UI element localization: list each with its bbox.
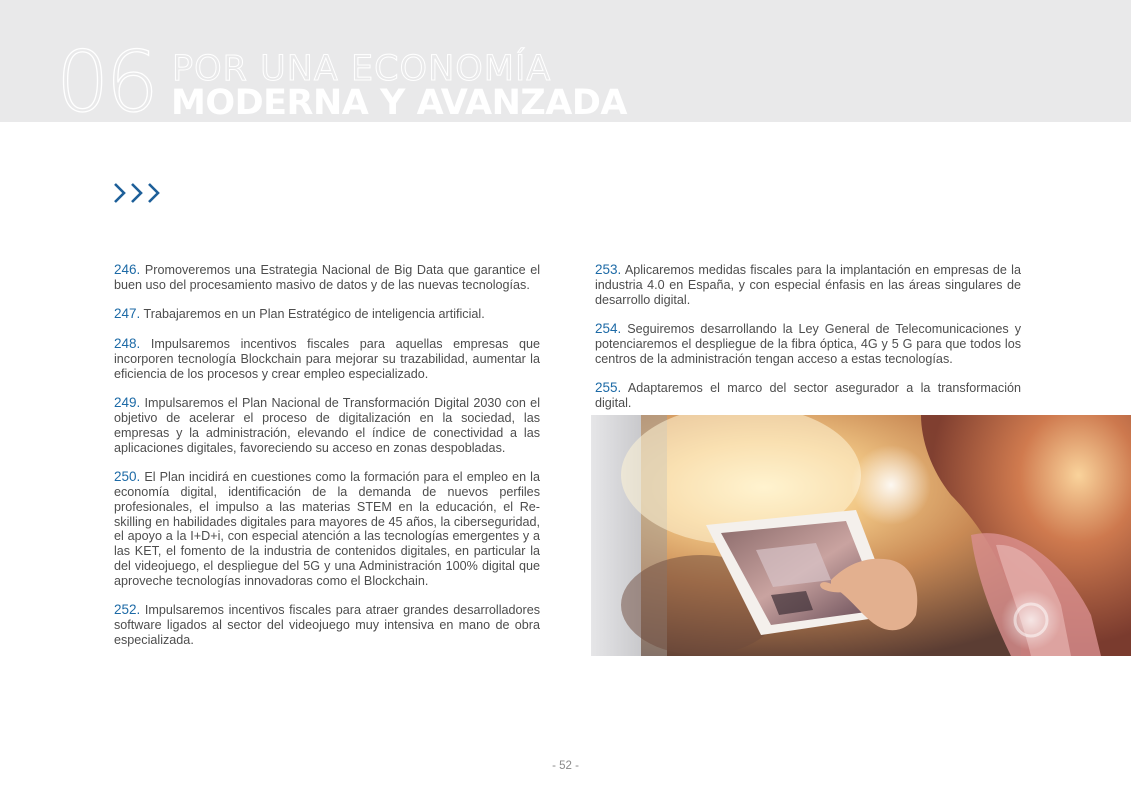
right-column: [595, 263, 1021, 426]
chapter-header: [0, 0, 1131, 131]
measure-number: 248.: [114, 335, 141, 351]
measure-item: [595, 322, 1021, 366]
measure-text: Promoveremos una Estrategia Nacional de Big Data que garantice el buen uso del procesamiento masivo de datos y de las nuevas tecnologías.: [114, 263, 540, 292]
measure-number: 247.: [114, 306, 141, 322]
chapter-title-line2: MODERNA Y AVANZADA: [171, 83, 627, 123]
measure-number: 246.: [114, 262, 141, 277]
measure-text: Impulsaremos el Plan Nacional de Transformación Digital 2030 con el objetivo de acelerar el proceso de digitalización en la sociedad, las empresas y la administración, elevando el índice de conectividad a las aplicaciones digitales, favoreciendo su acceso en zonas despobladas.: [114, 396, 540, 455]
triple-chevron-right-icon: [112, 181, 164, 205]
measure-item: [595, 263, 1021, 307]
tablet-photo: [591, 415, 1131, 656]
measure-item: [114, 603, 540, 647]
measure-number: 250.: [114, 469, 141, 485]
measure-item: [114, 470, 540, 588]
measure-number: 252.: [114, 602, 141, 618]
measure-item: [114, 337, 540, 381]
measure-number: 255.: [595, 380, 622, 396]
measure-text: Aplicaremos medidas fiscales para la implantación en empresas de la industria 4.0 en España, y con especial énfasis en las áreas singulares de desarrollo digital.: [595, 263, 1021, 307]
measure-item: [114, 307, 540, 322]
measure-text: Impulsaremos incentivos fiscales para atraer grandes desarrolladores software ligados al sector del videojuego muy intensiva en mano de obra especializada.: [114, 603, 540, 647]
measure-item: [595, 381, 1021, 411]
measure-number: 249.: [114, 395, 141, 411]
measure-text: Adaptaremos el marco del sector asegurador a la transformación digital.: [595, 381, 1021, 411]
measure-text: Impulsaremos incentivos fiscales para aquellas empresas que incorporen tecnología Blockchain para mejorar su trazabilidad, aumentar la eficiencia de los procesos y crear empleo especializado.: [114, 336, 540, 381]
chapter-title-line1: POR UNA ECONOMÍA: [172, 49, 552, 89]
chapter-number: 06: [56, 33, 155, 131]
page-number: - 52 -: [552, 760, 579, 772]
measure-text: Seguiremos desarrollando la Ley General de Telecomunicaciones y potenciaremos el despliegue de la fibra óptica, 4G y 5 G para que todos los centros de la administración tengan acceso a estas tecnologías.: [595, 322, 1021, 366]
left-column: [114, 263, 540, 663]
measure-number: 253.: [595, 262, 622, 277]
measure-item: [114, 263, 540, 293]
measure-text: Trabajaremos en un Plan Estratégico de inteligencia artificial.: [140, 307, 485, 322]
measure-number: 254.: [595, 321, 622, 337]
photo-illustration: [591, 415, 1131, 656]
measure-text: El Plan incidirá en cuestiones como la formación para el empleo en la economía digital, identificación de la demanda de nuevos perfiles profesionales, el impulso a las materias STEM en la educación, el Re-skilling en habilidades digitales para mayores de 45 años, la ciberseguridad, el apoyo a la I+D+i, con especial atención a las tecnologías emergentes y a las KET, el fomento de la industria de contenidos digitales, en particular la del videojuego, el despliegue del 5G y una Administración 100% digital que aproveche tecnologías innovadoras como el Blockchain.: [114, 470, 540, 588]
measure-item: [114, 396, 540, 455]
